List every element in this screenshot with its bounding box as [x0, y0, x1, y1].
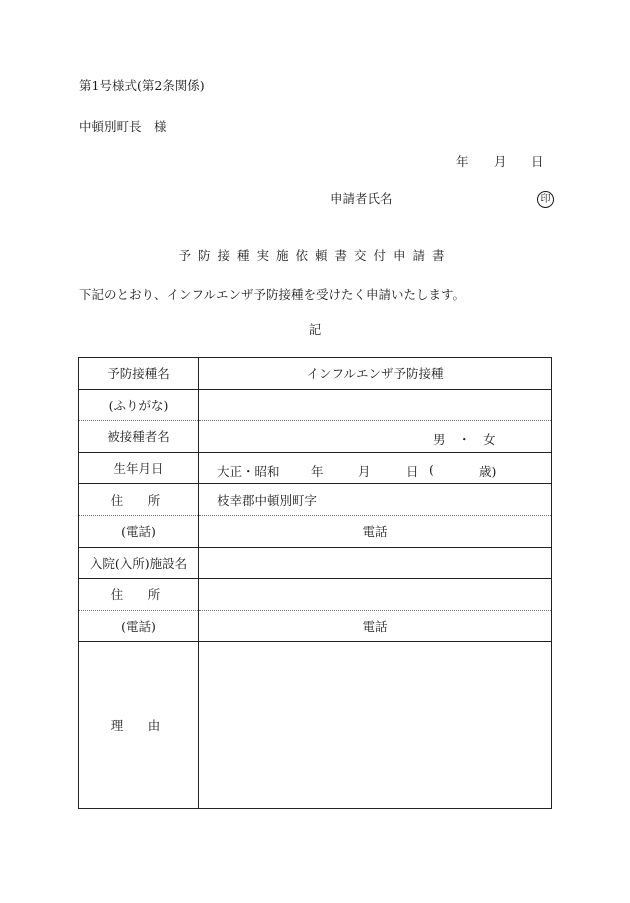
birth-label: 生年月日: [79, 452, 199, 484]
row-vaccine: [79, 358, 552, 390]
vaccine-value: インフルエンザ予防接種: [199, 358, 552, 390]
row-furigana: [79, 389, 552, 421]
date-day: 日: [531, 154, 544, 169]
reason-label: 理 由: [79, 642, 199, 809]
document-title: 予防接種実施依頼書交付申請書: [178, 248, 452, 263]
birthdate-field[interactable]: [199, 452, 552, 484]
furigana-label: (ふりがな): [79, 389, 199, 421]
address-field[interactable]: 枝幸郡中頓別町字: [199, 484, 552, 516]
seal-mark: 印: [537, 191, 554, 208]
birth-era: 大正・昭和: [217, 463, 280, 479]
facility-label: 入院(入所)施設名: [79, 547, 199, 579]
facility-field[interactable]: [199, 547, 552, 579]
facility-address-field[interactable]: [199, 579, 552, 611]
birth-year: 年: [311, 463, 324, 479]
sex-options[interactable]: 男 ・ 女: [433, 432, 496, 448]
furigana-field[interactable]: [199, 389, 552, 421]
age-label: 歳): [479, 463, 497, 479]
birth-month: 月: [358, 463, 371, 479]
reason-field[interactable]: [199, 642, 552, 809]
row-recipient: [79, 421, 552, 453]
facility-address-label: 住 所: [79, 579, 199, 611]
facility-phone-label: (電話): [79, 610, 199, 642]
recipient-field[interactable]: [199, 421, 552, 453]
row-facility: [79, 547, 552, 579]
row-reason: [79, 642, 552, 809]
row-phone: [79, 515, 552, 547]
birth-day: 日: [406, 463, 419, 479]
row-facility-phone: [79, 610, 552, 642]
row-birthdate: [79, 452, 552, 484]
address-label: 住 所: [79, 484, 199, 516]
date-month: 月: [494, 154, 507, 169]
form-number: 第1号様式(第2条関係): [79, 78, 205, 93]
age-open: (: [429, 461, 434, 477]
addressee: 中頓別町長 様: [79, 119, 167, 134]
phone-label: (電話): [79, 515, 199, 547]
date-year: 年: [456, 154, 469, 169]
intro-text: 下記のとおり、インフルエンザ予防接種を受けたく申請いたします。: [79, 287, 466, 302]
ki-heading: 記: [308, 322, 322, 337]
vaccine-label: 予防接種名: [79, 358, 199, 390]
row-address: [79, 484, 552, 516]
phone-field[interactable]: 電話: [199, 515, 552, 547]
row-facility-address: [79, 579, 552, 611]
facility-phone-field[interactable]: 電話: [199, 610, 552, 642]
applicant-name-label: 申請者氏名: [330, 191, 393, 206]
recipient-label: 被接種者名: [79, 421, 199, 453]
application-table: [78, 357, 552, 809]
